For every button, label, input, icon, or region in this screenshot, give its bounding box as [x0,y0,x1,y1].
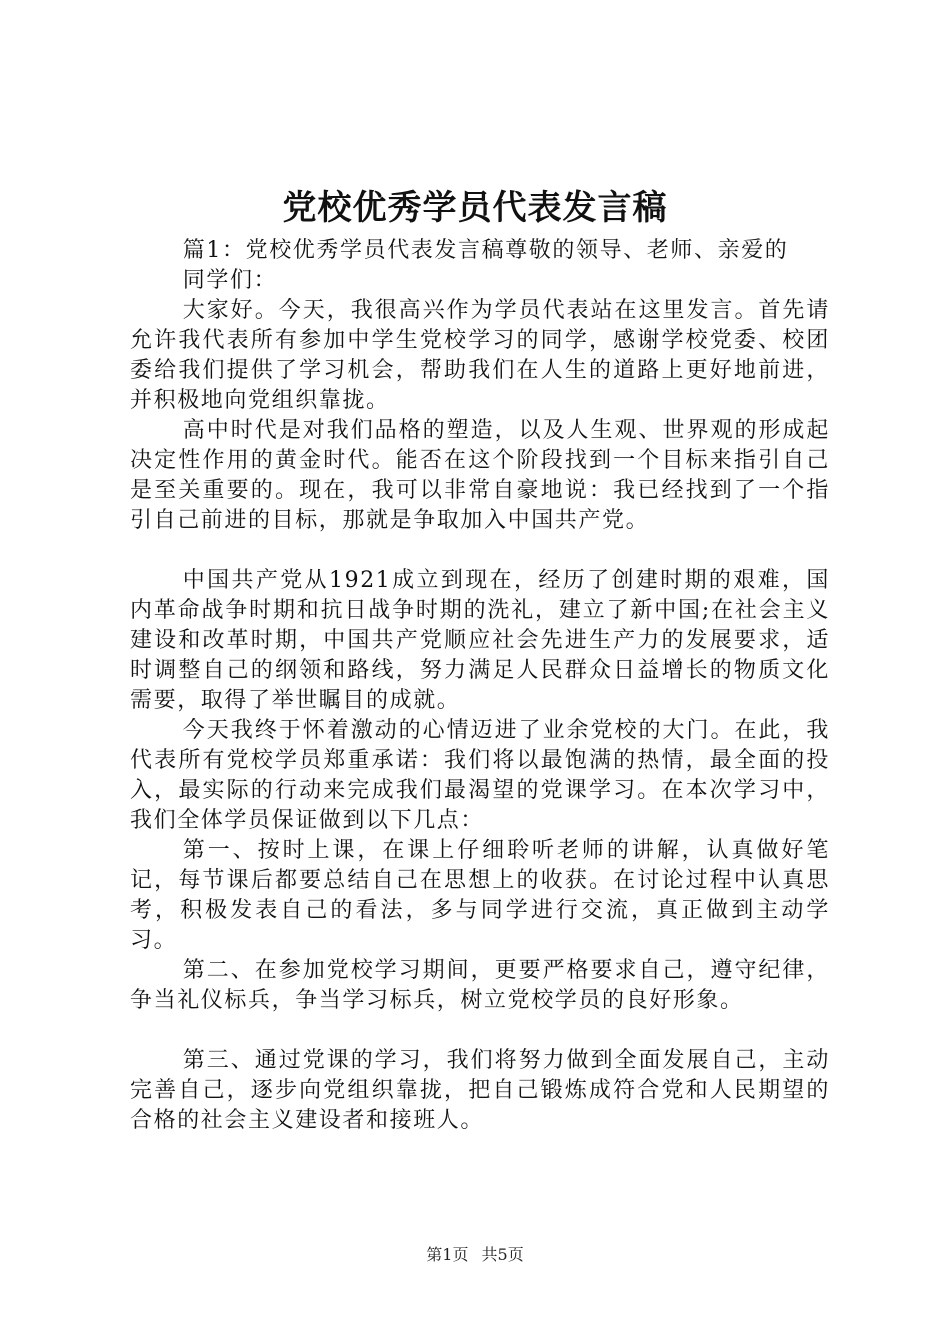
page-number: 第1页 [426,1245,469,1264]
paragraph-intro: 大家好。今天，我很高兴作为学员代表站在这里发言。首先请允许我代表所有参加中学生党校学习的同学，感谢学校党委、校团委给我们提供了学习机会，帮助我们在人生的道路上更好地前进，并积极地向党组织靠拢。 [130,298,830,413]
document-title: 党校优秀学员代表发言稿 [282,188,668,228]
paragraph-point-two: 第二、在参加党校学习期间，更要严格要求自己，遵守纪律，争当礼仪标兵，争当学习标兵，树立党校学员的良好形象。 [130,958,830,1013]
paragraph-salutation: 同学们： [182,268,278,293]
document-body [130,236,830,1136]
page-total: 共5页 [481,1245,524,1264]
paragraph-point-three: 第三、通过党课的学习，我们将努力做到全面发展自己，主动完善自己，逐步向党组织靠拢，把自己锻炼成符合党和人民期望的合格的社会主义建设者和接班人。 [130,1048,830,1133]
paragraph-greeting: 篇1：党校优秀学员代表发言稿尊敬的领导、老师、亲爱的 [182,238,789,263]
paragraph-party-history: 中国共产党从1921成立到现在，经历了创建时期的艰难，国内革命战争时期和抗日战争时期的洗礼，建立了新中国;在社会主义建设和改革时期，中国共产党顺应社会先进生产力的发展要求，适时调整自己的纲领和路线，努力满足人民群众日益增长的物质文化需要，取得了举世瞩目的成就。 [130,568,830,713]
paragraph-point-one: 第一、按时上课，在课上仔细聆听老师的讲解，认真做好笔记，每节课后都要总结自己在思想上的收获。在讨论过程中认真思考，积极发表自己的看法，多与同学进行交流，真正做到主动学习。 [130,838,830,953]
paragraph-pledge: 今天我终于怀着激动的心情迈进了业余党校的大门。在此，我代表所有党校学员郑重承诺：我们将以最饱满的热情，最全面的投入，最实际的行动来完成我们最渴望的党课学习。在本次学习中，我们全体学员保证做到以下几点： [130,718,830,833]
paragraph-goal: 高中时代是对我们品格的塑造，以及人生观、世界观的形成起决定性作用的黄金时代。能否在这个阶段找到一个目标来指引自己是至关重要的。现在，我可以非常自豪地说：我已经找到了一个指引自己前进的目标，那就是争取加入中国共产党。 [130,418,830,533]
page-footer [0,1244,950,1266]
